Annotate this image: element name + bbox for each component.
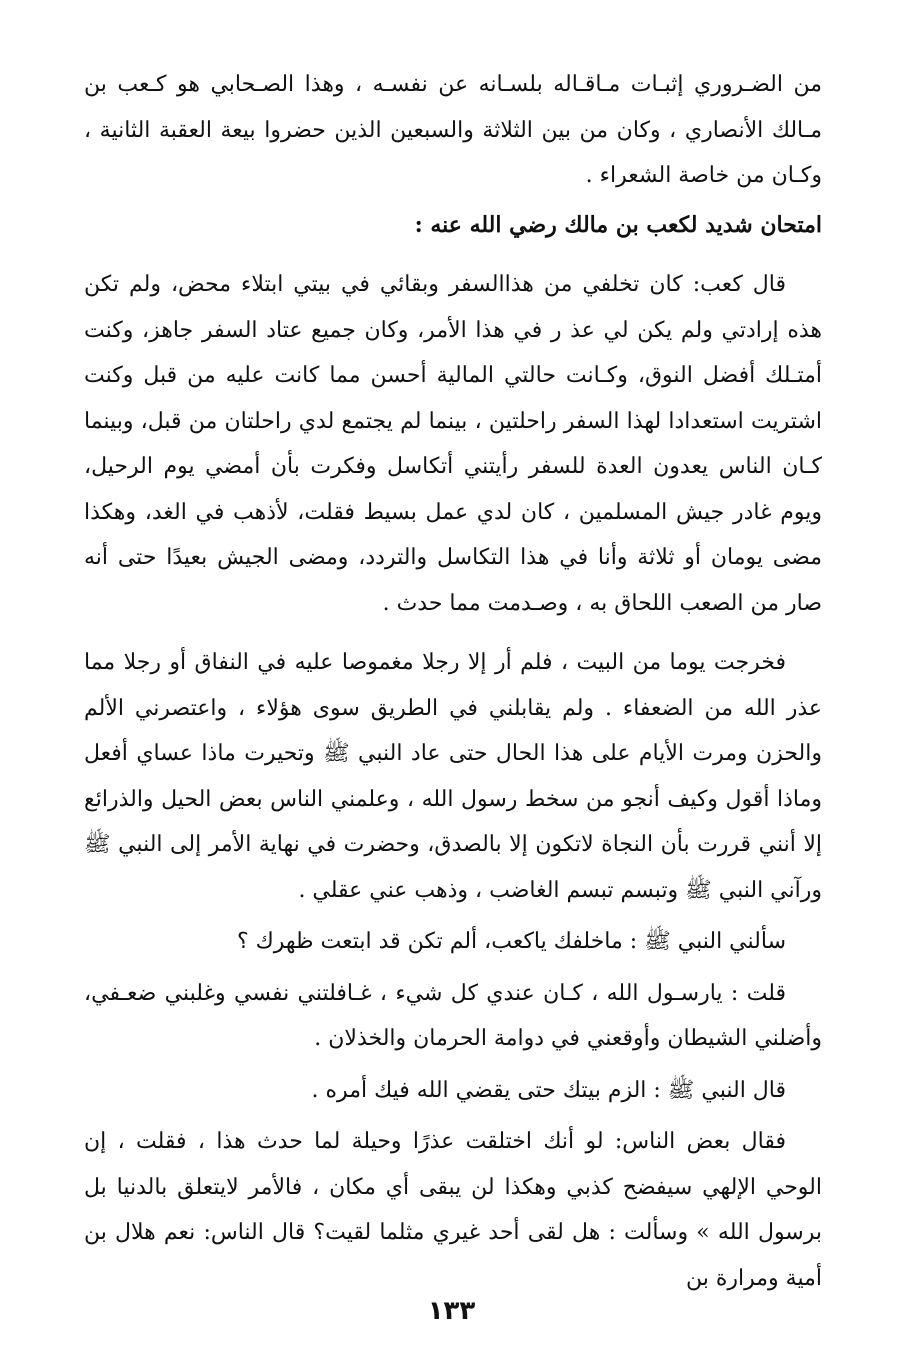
paragraph-kaab-story: قال كعب: كان تخلفي من هذاالسفر وبقائي في بيتي ابتلاء محض، ولم تكن هذه إرادتي ولم يكن لي عذ ر في هذا الأمر، وكان جميع عتاد السفر جاهز، وكنت أمتـلك أفضل النوق، وكـانت حالتي المالية أحسن مما كانت عليه من قبل وكنت اشتريت استعدادا لهذا السفر راحلتين ، بينما لم يجتمع لدي راحلتان من قبل، وبينما كـان الناس يعدون العدة للسفر رأيتني أتكاسل وفكرت بأن أمضي يوم الرحيل، ويوم غادر جيش المسلمين ، كان لدي عمل بسيط فقلت، لأذهب في الغد، وهكذا مضى يومان أو ثلاثة وأنا في هذا التكاسل والتردد، ومضى الجيش بعيدًا حتى أنه صار من الصعب اللحاق به ، وصـدمت مما حدث . xyxy=(84,272,822,616)
paragraph-kaab-answer: قلت : يارسـول الله ، كـان عندي كل شيء ، غـافلتني نفسي وغلبني ضعـفي، وأضلني الشيطان وأوقعني في دوامة الحرمان والخذلان . xyxy=(84,980,822,1051)
section-heading: امتحان شديد لكعب بن مالك رضي الله عنه : xyxy=(414,211,822,238)
paragraph-people-said: فقال بعض الناس: لو أنك اختلقت عذرًا وحيلة لما حدث هذا ، فقلت ، إن الوحي الإلهي سيفضح كذبي وهكذا لن يبقى أي مكان ، فالأمر لايتعلق بالدنيا بل برسول الله » وسألت : هل لقى أحد غيري مثلما لقيت؟ قال الناس: نعم هلال بن أمية ومرارة بن xyxy=(84,1129,822,1291)
page-body xyxy=(84,62,822,1301)
paragraph-leaving-home: فخرجت يوما من البيت ، فلم أر إلا رجلا مغموصا عليه في النفاق أو رجلا مما عذر الله من الضعفاء . ولم يقابلني في الطريق سوى هؤلاء ، واعتصرني الألم والحزن ومرت الأيام على هذا الحال حتى عاد النبي ﷺ وتحيرت ماذا عساي أفعل وماذا أقول وكيف أنجو من سخط رسول الله ، وعلمني الناس بعض الحيل والذرائع إلا أنني قررت بأن النجاة لاتكون إلا بالصدق، وحضرت في نهاية الأمر إلى النبي ﷺ ورآني النبي ﷺ وتبسم تبسم الغاضب ، وذهب عني عقلي . xyxy=(84,650,822,903)
page-number: ١٣٣ xyxy=(427,1296,476,1326)
paragraph-prophet-command: قال النبي ﷺ : الزم بيتك حتى يقضي الله فيك أمره . xyxy=(311,1077,786,1103)
paragraph-prophet-question: سألني النبي ﷺ : ماخلفك ياكعب، ألم تكن قد ابتعت ظهرك ؟ xyxy=(236,929,786,954)
intro-paragraph: من الضـروري إثبـات مـاقـاله بلسـانه عن نفسـه ، وهذا الصـحابي هو كـعب بن مـالك الأنصاري ، وكان من بين الثلاثة والسبعين الذين حضروا بيعة العقبة الثانية ، وكـان من خاصة الشعراء . xyxy=(84,72,822,188)
